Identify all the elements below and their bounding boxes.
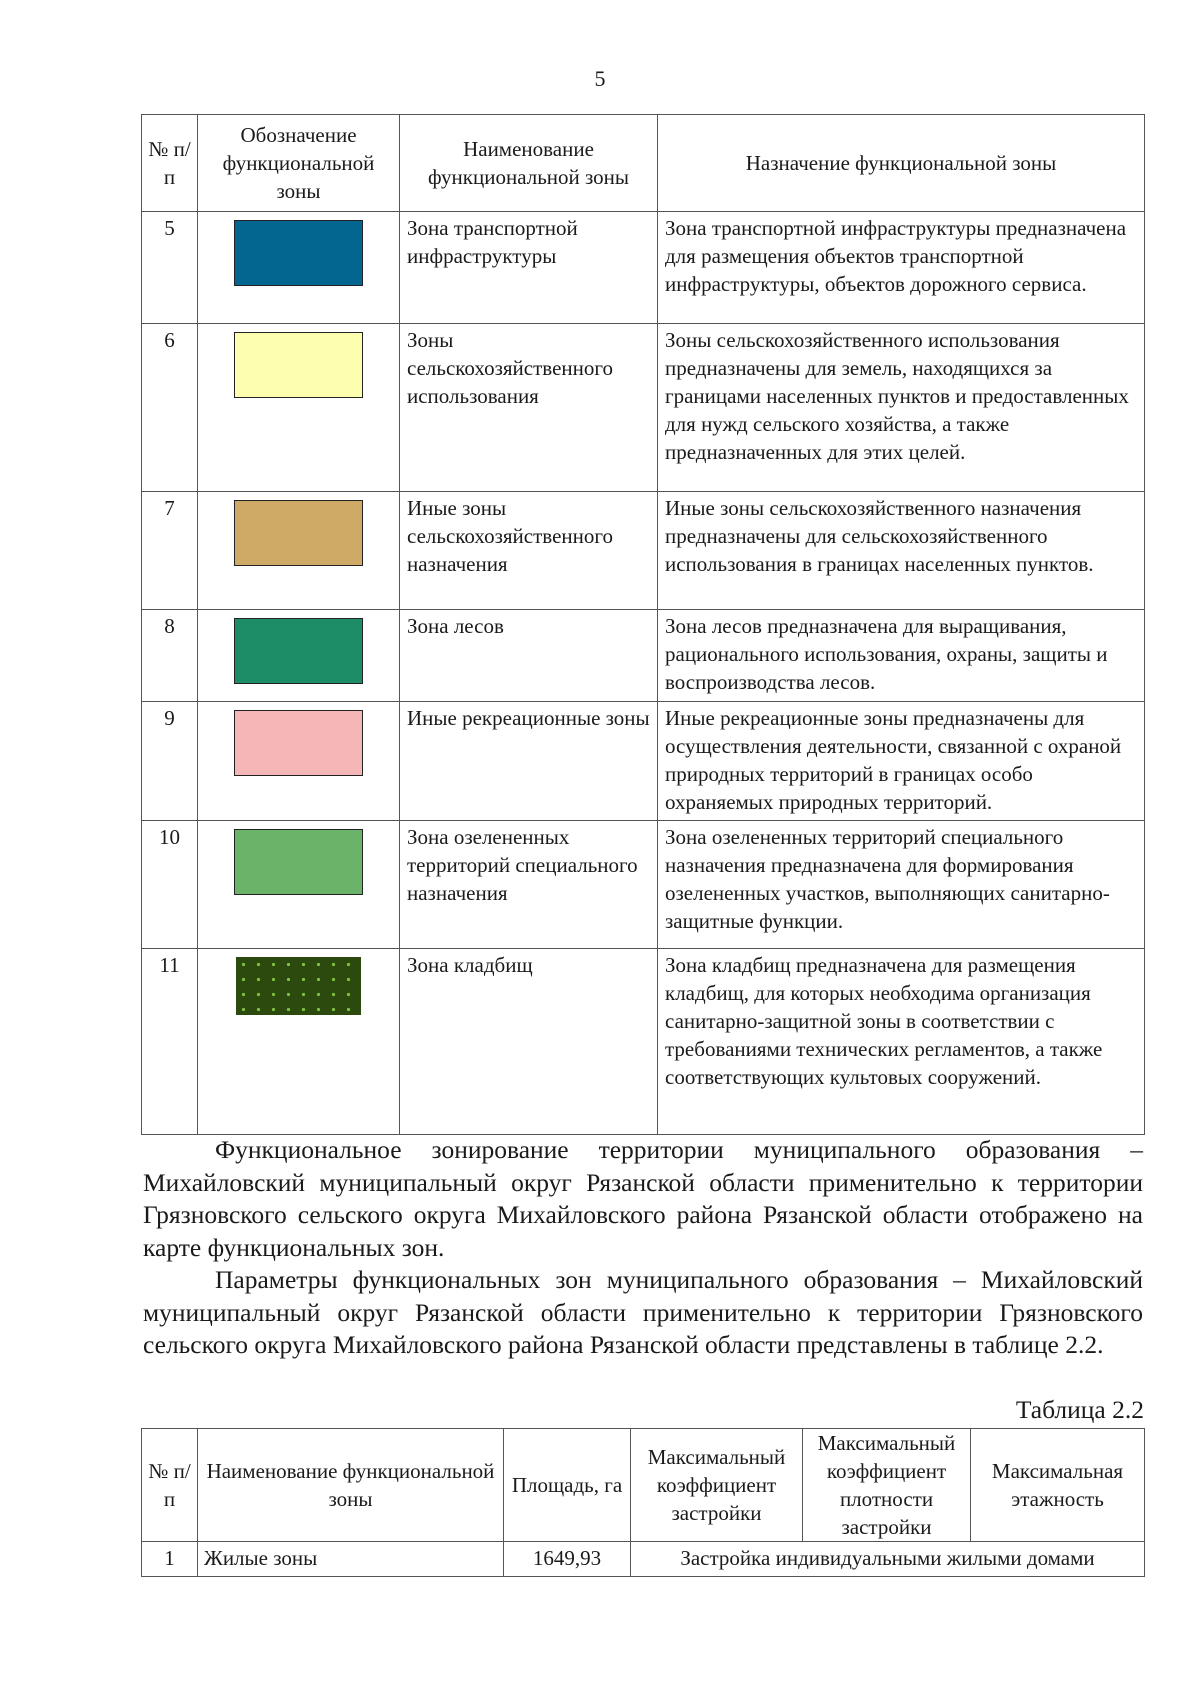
zone-name: Иные зоны сельскохозяйственного назначения: [400, 492, 658, 610]
zone-purpose: Зона кладбищ предназначена для размещения кладбищ, для которых необходима организация санитарно-защитной зоны в соответствии с требованиями технических регламентов, а также соответствующих культовых сооружений.: [658, 949, 1145, 1135]
params-table-header: [142, 1429, 1145, 1542]
zone-name: Зона лесов: [400, 610, 658, 702]
header-name: Наименование функциональной зоны: [400, 115, 658, 212]
zone-name: Зоны сельскохозяйственного использования: [400, 324, 658, 492]
zone-purpose: Зона транспортной инфраструктуры предназначена для размещения объектов транспортной инфраструктуры, объектов дорожного сервиса.: [658, 212, 1145, 324]
row-num: 7: [142, 492, 198, 610]
table-row: [142, 212, 1145, 324]
zone-note: Застройка индивидуальными жилыми домами: [631, 1542, 1145, 1577]
page-number: 5: [594, 66, 606, 91]
header-name: Наименование функциональной зоны: [198, 1429, 504, 1542]
header-max-floors: Максимальная этажность: [971, 1429, 1145, 1542]
header-symbol: Обозначение функциональной зоны: [198, 115, 400, 212]
zone-name: Зона озелененных территорий специального назначения: [400, 821, 658, 949]
row-num: 11: [142, 949, 198, 1135]
table-row: [142, 949, 1145, 1135]
zone-name: Зона транспортной инфраструктуры: [400, 212, 658, 324]
header-max-density: Максимальный коэффициент плотности застройки: [803, 1429, 971, 1542]
zone-area: 1649,93: [504, 1542, 631, 1577]
zone-name: Жилые зоны: [198, 1542, 504, 1577]
header-num: № п/п: [142, 1429, 198, 1542]
row-num: 8: [142, 610, 198, 702]
zone-swatch: [234, 829, 363, 895]
header-num: № п/п: [142, 115, 198, 212]
row-num: 6: [142, 324, 198, 492]
table-row: [142, 1542, 1145, 1577]
header-area: Площадь, га: [504, 1429, 631, 1542]
zone-purpose: Зона лесов предназначена для выращивания, рационального использования, охраны, защиты и воспроизводства лесов.: [658, 610, 1145, 702]
zone-swatch: [234, 618, 363, 684]
zone-swatch: [234, 710, 363, 776]
zone-purpose: Зоны сельскохозяйственного использования предназначены для земель, находящихся за границами населенных пунктов и предоставленных для нужд сельского хозяйства, а также предназначенных для этих целей.: [658, 324, 1145, 492]
zones-table-header: [142, 115, 1145, 212]
zone-name: Зона кладбищ: [400, 949, 658, 1135]
row-num: 1: [142, 1542, 198, 1577]
zone-swatch: [236, 957, 361, 1015]
table-row: [142, 702, 1145, 821]
zones-table: [141, 114, 1145, 1135]
header-max-coverage: Максимальный коэффициент застройки: [631, 1429, 803, 1542]
zone-name: Иные рекреационные зоны: [400, 702, 658, 821]
params-table: [141, 1428, 1145, 1577]
zone-swatch: [234, 500, 363, 566]
zone-purpose: Зона озелененных территорий специального назначения предназначена для формирования озелененных участков, выполняющих санитарно-защитные функции.: [658, 821, 1145, 949]
row-num: 10: [142, 821, 198, 949]
table-row: [142, 610, 1145, 702]
row-num: 9: [142, 702, 198, 821]
zone-purpose: Иные рекреационные зоны предназначены для осуществления деятельности, связанной с охраной природных территорий в границах особо охраняемых природных территорий.: [658, 702, 1145, 821]
zone-swatch: [234, 220, 363, 286]
table-row: [142, 492, 1145, 610]
paragraph: Параметры функциональных зон муниципального образования – Михайловский муниципальный округ Рязанской области применительно к территории Грязновского сельского округа Михайловского района Рязанской области представлены в таблице 2.2.: [143, 1265, 1143, 1359]
table-row: [142, 821, 1145, 949]
zone-swatch: [234, 332, 363, 398]
row-num: 5: [142, 212, 198, 324]
header-purpose: Назначение функциональной зоны: [658, 115, 1145, 212]
table-row: [142, 324, 1145, 492]
zone-purpose: Иные зоны сельскохозяйственного назначения предназначены для сельскохозяйственного использования в границах населенных пунктов.: [658, 492, 1145, 610]
paragraph: Функциональное зонирование территории муниципального образования – Михайловский муниципальный округ Рязанской области применительно к территории Грязновского сельского округа Михайловского района Рязанской области отображено на карте функциональных зон.: [143, 1135, 1143, 1262]
table-caption: Таблица 2.2: [1015, 1395, 1144, 1424]
